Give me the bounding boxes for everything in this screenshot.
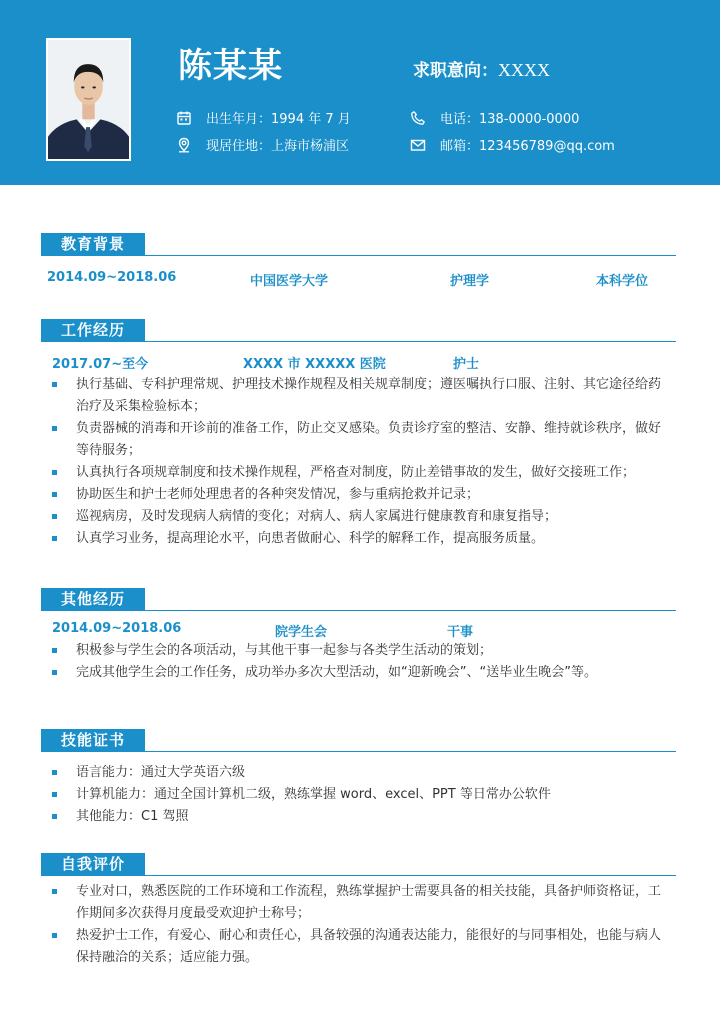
calendar-icon: [176, 110, 192, 126]
list-item: 热爱护士工作，有爱心、耐心和责任心，具备较强的沟通表达能力，能很好的与同事相处，也能与病人保持融洽的关系；适应能力强。: [52, 925, 662, 969]
list-item: 负责器械的消毒和开诊前的准备工作，防止交叉感染。负责诊疗室的整洁、安静、维持就诊秩序，做好等待服务；: [52, 418, 662, 462]
birth-info: [176, 108, 351, 127]
list-item: 认真执行各项规章制度和技术操作规程，严格查对制度，防止差错事故的发生，做好交接班工作；: [52, 462, 662, 484]
other-role: 干事: [447, 625, 474, 640]
list-item: 协助医生和护士老师处理患者的各种突发情况，参与重病抢救并记录；: [52, 484, 662, 506]
self-divider: [41, 875, 676, 876]
work-period: 2017.07~至今: [52, 357, 149, 372]
list-item: 巡视病房，及时发现病人病情的变化；对病人、病人家属进行健康教育和康复指导；: [52, 506, 662, 528]
job-intent-label: 求职意向：: [413, 61, 498, 81]
list-item: 认真学习业务，提高理论水平，向患者做耐心、科学的解释工作，提高服务质量。: [52, 528, 662, 550]
list-item: 语言能力：通过大学英语六级: [52, 762, 662, 784]
list-item: 积极参与学生会的各项活动，与其他干事一起参与各类学生活动的策划；: [52, 640, 662, 662]
education-school: 中国医学大学: [250, 274, 329, 289]
work-role: 护士: [453, 357, 480, 372]
skills-list: [52, 762, 662, 828]
other-divider: [41, 610, 676, 611]
other-duties-list: [52, 640, 662, 684]
phone-icon: [410, 110, 426, 126]
list-item: 其他能力：C1 驾照: [52, 806, 662, 828]
job-intent-value: XXXX: [498, 60, 550, 80]
profile-photo: [46, 38, 131, 161]
list-item: 计算机能力：通过全国计算机二级，熟练掌握 word、excel、PPT 等日常办公软件: [52, 784, 662, 806]
address-text: 现居住地：上海市杨浦区: [206, 139, 350, 154]
education-divider: [41, 255, 676, 256]
birth-text: 出生年月：1994 年 7 月: [206, 112, 351, 127]
list-item: 执行基础、专科护理常规、护理技术操作规程及相关规章制度；遵医嘱执行口服、注射、其它途径给药治疗及采集检验标本；: [52, 374, 662, 418]
candidate-name: 陈某某: [178, 46, 283, 86]
education-period: 2014.09~2018.06: [47, 270, 177, 285]
email-text: 邮箱：123456789@qq.com: [440, 139, 615, 154]
phone-info: [410, 108, 579, 127]
email-info: [410, 135, 615, 154]
mail-icon: [410, 137, 426, 153]
other-period: 2014.09~2018.06: [52, 621, 182, 636]
work-duties-list: [52, 374, 662, 550]
other-section-title: 其他经历: [41, 588, 145, 611]
address-info: [176, 135, 349, 154]
work-divider: [41, 341, 676, 342]
phone-text: 电话：138-0000-0000: [440, 112, 580, 127]
education-major: 护理学: [450, 274, 490, 289]
list-item: 专业对口，熟悉医院的工作环境和工作流程，熟练掌握护士需要具备的相关技能，具备护师资格证，工作期间多次获得月度最受欢迎护士称号；: [52, 881, 662, 925]
list-item: 完成其他学生会的工作任务，成功举办多次大型活动，如“迎新晚会”、“送毕业生晚会”等。: [52, 662, 662, 684]
location-pin-icon: [176, 137, 192, 153]
work-section-title: 工作经历: [41, 319, 145, 342]
header-banner: [0, 0, 720, 185]
education-degree: 本科学位: [596, 274, 649, 289]
self-section-title: 自我评价: [41, 853, 145, 876]
self-evaluation-list: [52, 881, 662, 969]
job-intent: [413, 56, 550, 81]
work-organization: XXXX 市 XXXXX 医院: [243, 357, 386, 372]
other-organization: 院学生会: [275, 625, 328, 640]
skills-section-title: 技能证书: [41, 729, 145, 752]
skills-divider: [41, 751, 676, 752]
education-section-title: 教育背景: [41, 233, 145, 256]
